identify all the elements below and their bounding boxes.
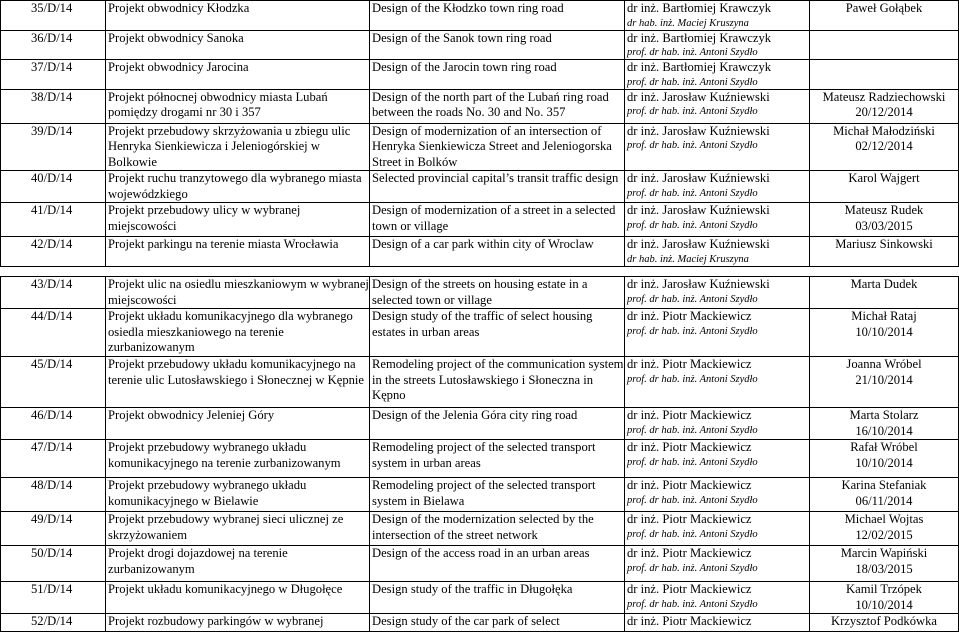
thesis-id: 51/D/14 [1,582,106,614]
thesis-id: 43/D/14 [1,277,106,309]
table-row [1,478,959,512]
polish-title: Projekt przebudowy wybranego układu komunikacyjnego na terenie zurbanizowanym [106,440,370,478]
student-name: Karina Stefaniak [841,478,927,492]
supervisor-cell [625,582,810,614]
english-title: Design study of the car park of select [370,614,625,632]
polish-title: Projekt północnej obwodnicy miasta Lubań pomiędzy drogami nr 30 i 357 [106,89,370,123]
supervisor-name: dr inż. Piotr Mackiewicz [627,614,752,628]
supervisor-name: dr inż. Jarosław Kuźniewski [627,277,770,291]
polish-title: Projekt rozbudowy parkingów w wybranej [106,614,370,632]
supervisor-name: dr inż. Piotr Mackiewicz [627,408,752,422]
supervisor-name: dr inż. Piotr Mackiewicz [627,546,752,560]
student-name: Joanna Wróbel [846,357,922,371]
thesis-table-2 [0,276,959,632]
student-cell [810,89,959,123]
supervisor-cell [625,512,810,546]
supervisor-name: dr inż. Piotr Mackiewicz [627,440,752,454]
co-supervisor-name: prof. dr hab. inż. Antoni Szydło [627,494,758,506]
student-cell [810,237,959,267]
english-title: Design of the Sanok town ring road [370,30,625,60]
thesis-id: 38/D/14 [1,89,106,123]
thesis-id: 39/D/14 [1,123,106,171]
assignment-date: 10/10/2014 [855,324,913,339]
thesis-id: 40/D/14 [1,171,106,203]
thesis-id: 46/D/14 [1,408,106,440]
english-title: Design of the access road in an urban areas [370,546,625,582]
student-cell [810,30,959,60]
english-title: Design of the north part of the Lubań ring road between the roads No. 30 and No. 357 [370,89,625,123]
assignment-date: 02/12/2014 [855,139,913,153]
student-cell [810,60,959,90]
supervisor-cell [625,123,810,171]
student-cell [810,582,959,614]
supervisor-name: dr inż. Jarosław Kuźniewski [627,203,770,217]
supervisor-cell [625,171,810,203]
student-name: Rafał Wróbel [850,440,918,454]
co-supervisor-name: dr hab. inż. Maciej Kruszyna [627,17,749,29]
thesis-id: 47/D/14 [1,440,106,478]
student-name: Marta Dudek [850,277,918,291]
student-cell [810,203,959,237]
supervisor-cell [625,237,810,267]
co-supervisor-name: prof. dr hab. inż. Antoni Szydło [627,219,758,231]
english-title: Design of modernization of a street in a selected town or village [370,203,625,237]
thesis-table-1-body [1,1,959,267]
polish-title: Projekt obwodnicy Kłodzka [106,1,370,31]
student-name: Michał Małodziński [833,123,935,138]
co-supervisor-name: prof. dr hab. inż. Antoni Szydło [627,528,758,540]
assignment-date: 06/11/2014 [855,493,913,508]
english-title: Design of the streets on housing estate in a selected town or village [370,277,625,309]
thesis-id: 35/D/14 [1,1,106,31]
co-supervisor-name: dr hab. inż. Maciej Kruszyna [627,253,749,265]
student-cell [810,277,959,309]
supervisor-cell [625,478,810,512]
thesis-id: 48/D/14 [1,478,106,512]
thesis-id: 50/D/14 [1,546,106,582]
thesis-id: 52/D/14 [1,614,106,632]
table-row [1,89,959,123]
supervisor-cell [625,309,810,357]
polish-title: Projekt drogi dojazdowej na terenie zurbanizowanym [106,546,370,582]
student-cell [810,614,959,632]
supervisor-cell [625,357,810,408]
student-cell [810,408,959,440]
table-row [1,60,959,90]
supervisor-name: dr inż. Piotr Mackiewicz [627,582,752,596]
student-name: Michael Wojtas [844,512,924,526]
english-title: Remodeling project of the communication system in the streets Lutosławskiego i Słoneczna in Kępno [370,357,625,408]
polish-title: Projekt przebudowy skrzyżowania u zbiegu ulic Henryka Sienkiewicza i Jeleniogórskiej w Bolkowie [106,123,370,171]
supervisor-name: dr inż. Piotr Mackiewicz [627,512,752,526]
assignment-date: 16/10/2014 [855,423,913,438]
supervisor-cell [625,277,810,309]
table-row [1,237,959,267]
co-supervisor-name: prof. dr hab. inż. Antoni Szydło [627,140,758,151]
co-supervisor-name: prof. dr hab. inż. Antoni Szydło [627,373,758,385]
student-cell [810,546,959,582]
english-title: Remodeling project of the selected transport system in urban areas [370,440,625,478]
table-row [1,357,959,408]
english-title: Remodeling project of the selected transport system in Bielawa [370,478,625,512]
student-cell [810,512,959,546]
table-row [1,277,959,309]
supervisor-cell [625,408,810,440]
supervisor-cell [625,440,810,478]
english-title: Selected provincial capital’s transit traffic design [370,171,625,203]
assignment-date: 03/03/2015 [855,218,913,233]
thesis-id: 44/D/14 [1,309,106,357]
table-row [1,203,959,237]
student-name: Kamil Trzópek [846,582,922,596]
english-title: Design of modernization of an intersection of Henryka Sienkiewicza Street and Jeleniogorska Street in Bolków [370,123,625,171]
polish-title: Projekt układu komunikacyjnego dla wybranego osiedla mieszkaniowego na terenie zurbanizowanym [106,309,370,357]
thesis-id: 45/D/14 [1,357,106,408]
supervisor-cell [625,60,810,90]
supervisor-name: dr inż. Bartłomiej Krawczyk [627,60,772,74]
co-supervisor-name: prof. dr hab. inż. Antoni Szydło [627,424,758,436]
polish-title: Projekt układu komunikacyjnego w Długołęce [106,582,370,614]
co-supervisor-name: prof. dr hab. inż. Antoni Szydło [627,293,758,305]
student-name: Marta Stolarz [849,408,919,422]
supervisor-name: dr inż. Piotr Mackiewicz [627,357,752,371]
thesis-id: 42/D/14 [1,237,106,267]
student-name: Mateusz Radziechowski [822,89,946,104]
polish-title: Projekt przebudowy wybranego układu komunikacyjnego w Bielawie [106,478,370,512]
supervisor-cell [625,89,810,123]
co-supervisor-name: prof. dr hab. inż. Antoni Szydło [627,562,758,574]
table-row [1,582,959,614]
polish-title: Projekt przebudowy wybranej sieci ulicznej ze skrzyżowaniem [106,512,370,546]
table-row [1,1,959,31]
thesis-table-2-body [1,277,959,632]
english-title: Design of the Jelenia Góra city ring road [370,408,625,440]
co-supervisor-name: prof. dr hab. inż. Antoni Szydło [627,598,758,610]
co-supervisor-name: prof. dr hab. inż. Antoni Szydło [627,106,758,117]
student-cell [810,357,959,408]
supervisor-name: dr inż. Jarosław Kuźniewski [627,171,770,185]
thesis-id: 36/D/14 [1,30,106,60]
polish-title: Projekt ulic na osiedlu mieszkaniowym w wybranej miejscowości [106,277,370,309]
table-row [1,171,959,203]
co-supervisor-name: prof. dr hab. inż. Antoni Szydło [627,325,758,337]
supervisor-cell [625,203,810,237]
student-name: Paweł Gołąbek [845,1,923,15]
co-supervisor-name: prof. dr hab. inż. Antoni Szydło [627,456,758,468]
table-row [1,440,959,478]
polish-title: Projekt obwodnicy Jeleniej Góry [106,408,370,440]
supervisor-name: dr inż. Bartłomiej Krawczyk [627,1,772,15]
assignment-date: 20/12/2014 [855,105,913,119]
student-cell [810,123,959,171]
thesis-id: 37/D/14 [1,60,106,90]
table-row [1,30,959,60]
student-cell [810,440,959,478]
polish-title: Projekt przebudowy układu komunikacyjnego na terenie ulic Lutosławskiego i Słonecznej w Kępnie [106,357,370,408]
assignment-date: 10/10/2014 [855,597,913,612]
polish-title: Projekt obwodnicy Jarocina [106,60,370,90]
english-title: Design of the modernization selected by the intersection of the street network [370,512,625,546]
supervisor-name: dr inż. Jarosław Kuźniewski [627,123,770,138]
student-cell [810,478,959,512]
supervisor-cell [625,1,810,31]
english-title: Design of the Jarocin town ring road [370,60,625,90]
student-cell [810,1,959,31]
student-name: Marcin Wapiński [840,546,928,560]
student-name: Mariusz Sinkowski [835,237,933,251]
english-title: Design of the Kłodzko town ring road [370,1,625,31]
assignment-date: 12/02/2015 [855,527,913,542]
assignment-date: 10/10/2014 [855,455,913,470]
supervisor-name: dr inż. Piotr Mackiewicz [627,478,752,492]
table-row [1,408,959,440]
student-cell [810,309,959,357]
co-supervisor-name: prof. dr hab. inż. Antoni Szydło [627,187,758,199]
thesis-table-1 [0,0,959,267]
polish-title: Projekt obwodnicy Sanoka [106,30,370,60]
table-row [1,614,959,632]
english-title: Design study of the traffic of select housing estates in urban areas [370,309,625,357]
table-row [1,546,959,582]
supervisor-cell [625,30,810,60]
supervisor-cell [625,546,810,582]
polish-title: Projekt parkingu na terenie miasta Wrocławia [106,237,370,267]
assignment-date: 21/10/2014 [855,372,913,387]
thesis-id: 41/D/14 [1,203,106,237]
english-title: Design of a car park within city of Wroclaw [370,237,625,267]
english-title: Design study of the traffic in Długołęka [370,582,625,614]
student-name: Michał Rataj [851,309,917,323]
student-cell [810,171,959,203]
table-row [1,123,959,171]
co-supervisor-name: prof. dr hab. inż. Antoni Szydło [627,76,758,88]
co-supervisor-name: prof. dr hab. inż. Antoni Szydło [627,47,758,58]
student-name: Karol Wajgert [848,171,920,185]
assignment-date: 18/03/2015 [855,561,913,576]
supervisor-name: dr inż. Piotr Mackiewicz [627,309,752,323]
student-name: Mateusz Rudek [844,203,924,217]
supervisor-name: dr inż. Bartłomiej Krawczyk [627,30,772,45]
table-row [1,512,959,546]
polish-title: Projekt przebudowy ulicy w wybranej miejscowości [106,203,370,237]
supervisor-name: dr inż. Jarosław Kuźniewski [627,237,770,251]
polish-title: Projekt ruchu tranzytowego dla wybranego miasta wojewódzkiego [106,171,370,203]
supervisor-cell [625,614,810,632]
thesis-id: 49/D/14 [1,512,106,546]
supervisor-name: dr inż. Jarosław Kuźniewski [627,89,770,104]
table-row [1,309,959,357]
student-name: Krzysztof Podkówka [831,614,937,628]
